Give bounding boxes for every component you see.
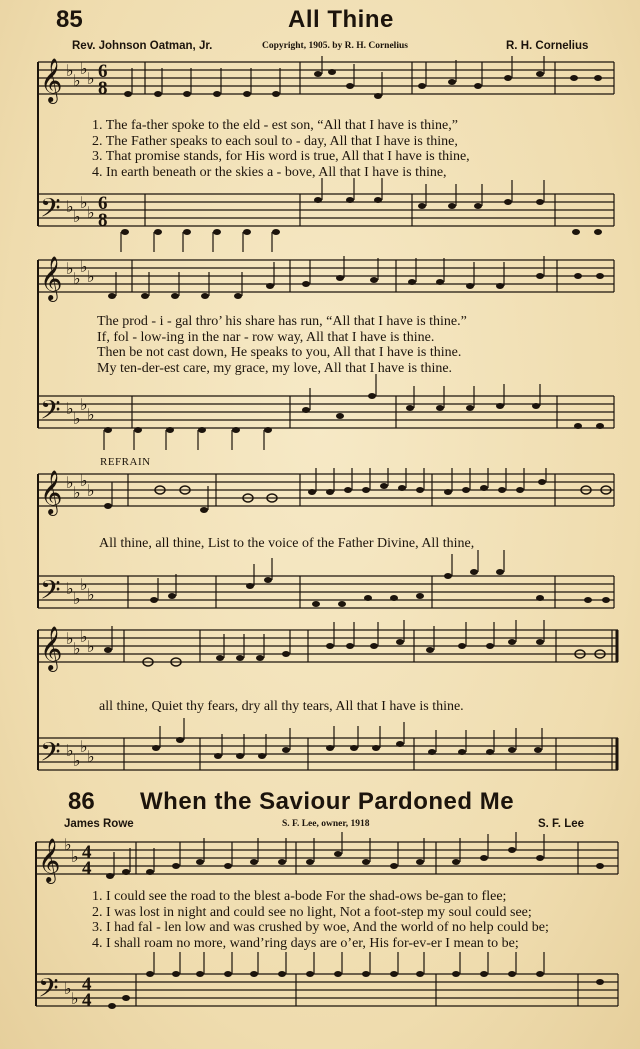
hymn-number: 86: [68, 788, 95, 815]
svg-text:♭: ♭: [80, 259, 88, 276]
svg-text:8: 8: [98, 78, 108, 99]
bass-clef-icon: 𝄢: [40, 737, 61, 773]
svg-text:♭: ♭: [66, 401, 74, 418]
svg-text:4: 4: [82, 842, 92, 863]
bass-clef-icon: 𝄢: [40, 193, 61, 229]
hymn-title: When the Saviour Pardoned Me: [140, 788, 515, 815]
lyric-line: 3. That promise stands, for His word is true, All that I have is thine,: [92, 149, 470, 164]
svg-text:♭: ♭: [66, 631, 74, 648]
music-credit: R. H. Cornelius: [506, 40, 589, 52]
bass-clef-icon: 𝄢: [40, 395, 61, 431]
svg-text:♭: ♭: [87, 205, 95, 222]
svg-text:4: 4: [82, 990, 92, 1011]
lyric-line: 2. I was lost in night and could see no light, Not a foot-step my soul could see;: [92, 905, 532, 920]
svg-text:♭: ♭: [87, 407, 95, 424]
svg-text:♭: ♭: [80, 473, 88, 490]
lyric-line: 3. I had fal - len low and was crushed by woe, And the world of no help could be;: [92, 920, 549, 935]
svg-text:4: 4: [82, 858, 92, 879]
treble-clef-icon: 𝄞: [40, 60, 63, 102]
lyric-line: If, fol - low-ing in the nar - row way, All that I have is thine.: [97, 330, 435, 345]
svg-text:♭: ♭: [66, 63, 74, 80]
svg-text:♭: ♭: [64, 981, 72, 998]
hymn-number: 85: [56, 6, 83, 33]
words-credit: James Rowe: [64, 818, 134, 830]
bass-clef-icon: 𝄢: [38, 973, 59, 1009]
svg-text:♭: ♭: [73, 73, 81, 90]
svg-text:♭: ♭: [80, 397, 88, 414]
svg-text:6: 6: [98, 193, 108, 214]
lyric-line: The prod - i - gal thro’ his share has run, “All that I have is thine.”: [97, 314, 467, 329]
svg-text:♭: ♭: [71, 991, 79, 1008]
svg-text:♭: ♭: [73, 411, 81, 428]
svg-text:6: 6: [98, 61, 108, 82]
lyric-line: All thine, all thine, List to the voice of the Father Divine, All thine,: [99, 536, 475, 551]
svg-text:♭: ♭: [66, 743, 74, 760]
svg-text:♭: ♭: [73, 641, 81, 658]
svg-text:♭: ♭: [80, 577, 88, 594]
svg-text:♭: ♭: [66, 199, 74, 216]
svg-text:♭: ♭: [87, 483, 95, 500]
hymn-title: All Thine: [288, 6, 394, 33]
svg-text:♭: ♭: [66, 475, 74, 492]
lyric-line: 2. The Father speaks to each soul to - day, All that I have is thine,: [92, 134, 458, 149]
svg-text:♭: ♭: [87, 71, 95, 88]
treble-clef-icon: 𝄞: [40, 258, 63, 300]
svg-text:♭: ♭: [87, 269, 95, 286]
svg-text:♭: ♭: [80, 629, 88, 646]
svg-text:♭: ♭: [87, 749, 95, 766]
refrain-label: REFRAIN: [100, 456, 151, 468]
svg-text:♭: ♭: [71, 849, 79, 866]
copyright-notice: S. F. Lee, owner, 1918: [282, 819, 370, 829]
svg-text:♭: ♭: [66, 581, 74, 598]
lyric-line: all thine, Quiet thy fears, dry all thy tears, All that I have is thine.: [99, 699, 464, 714]
copyright-notice: Copyright, 1905. by R. H. Cornelius: [262, 41, 408, 51]
bass-clef-icon: 𝄢: [40, 575, 61, 611]
words-credit: Rev. Johnson Oatman, Jr.: [72, 40, 213, 52]
svg-text:♭: ♭: [73, 591, 81, 608]
music-credit: S. F. Lee: [538, 818, 585, 830]
lyric-line: 1. The fa-ther spoke to the eld - est son, “All that I have is thine,”: [92, 118, 458, 133]
lyric-line: 4. I shall roam no more, wand’ring days are o’er, His for-ev-er I mean to be;: [92, 936, 519, 951]
svg-text:♭: ♭: [73, 753, 81, 770]
treble-clef-icon: 𝄞: [38, 840, 61, 882]
lyric-line: 1. I could see the road to the blest a-bode For the shad-ows be-gan to flee;: [92, 889, 507, 904]
treble-clef-icon: 𝄞: [40, 628, 63, 670]
svg-text:♭: ♭: [87, 639, 95, 656]
svg-text:♭: ♭: [80, 195, 88, 212]
svg-text:♭: ♭: [73, 209, 81, 226]
svg-text:♭: ♭: [64, 837, 72, 854]
svg-text:♭: ♭: [80, 739, 88, 756]
lyric-line: 4. In earth beneath or the skies a - bove, All that I have is thine,: [92, 165, 447, 180]
lyric-line: My ten-der-est care, my grace, my love, All that I have is thine.: [97, 361, 453, 376]
svg-text:♭: ♭: [66, 261, 74, 278]
lyric-line: Then be not cast down, He speaks to you, All that I have is thine.: [97, 345, 462, 360]
svg-text:8: 8: [98, 210, 108, 231]
svg-text:♭: ♭: [87, 587, 95, 604]
svg-text:♭: ♭: [73, 271, 81, 288]
svg-text:♭: ♭: [80, 61, 88, 78]
treble-clef-icon: 𝄞: [40, 472, 63, 514]
svg-text:4: 4: [82, 974, 92, 995]
svg-text:♭: ♭: [73, 485, 81, 502]
